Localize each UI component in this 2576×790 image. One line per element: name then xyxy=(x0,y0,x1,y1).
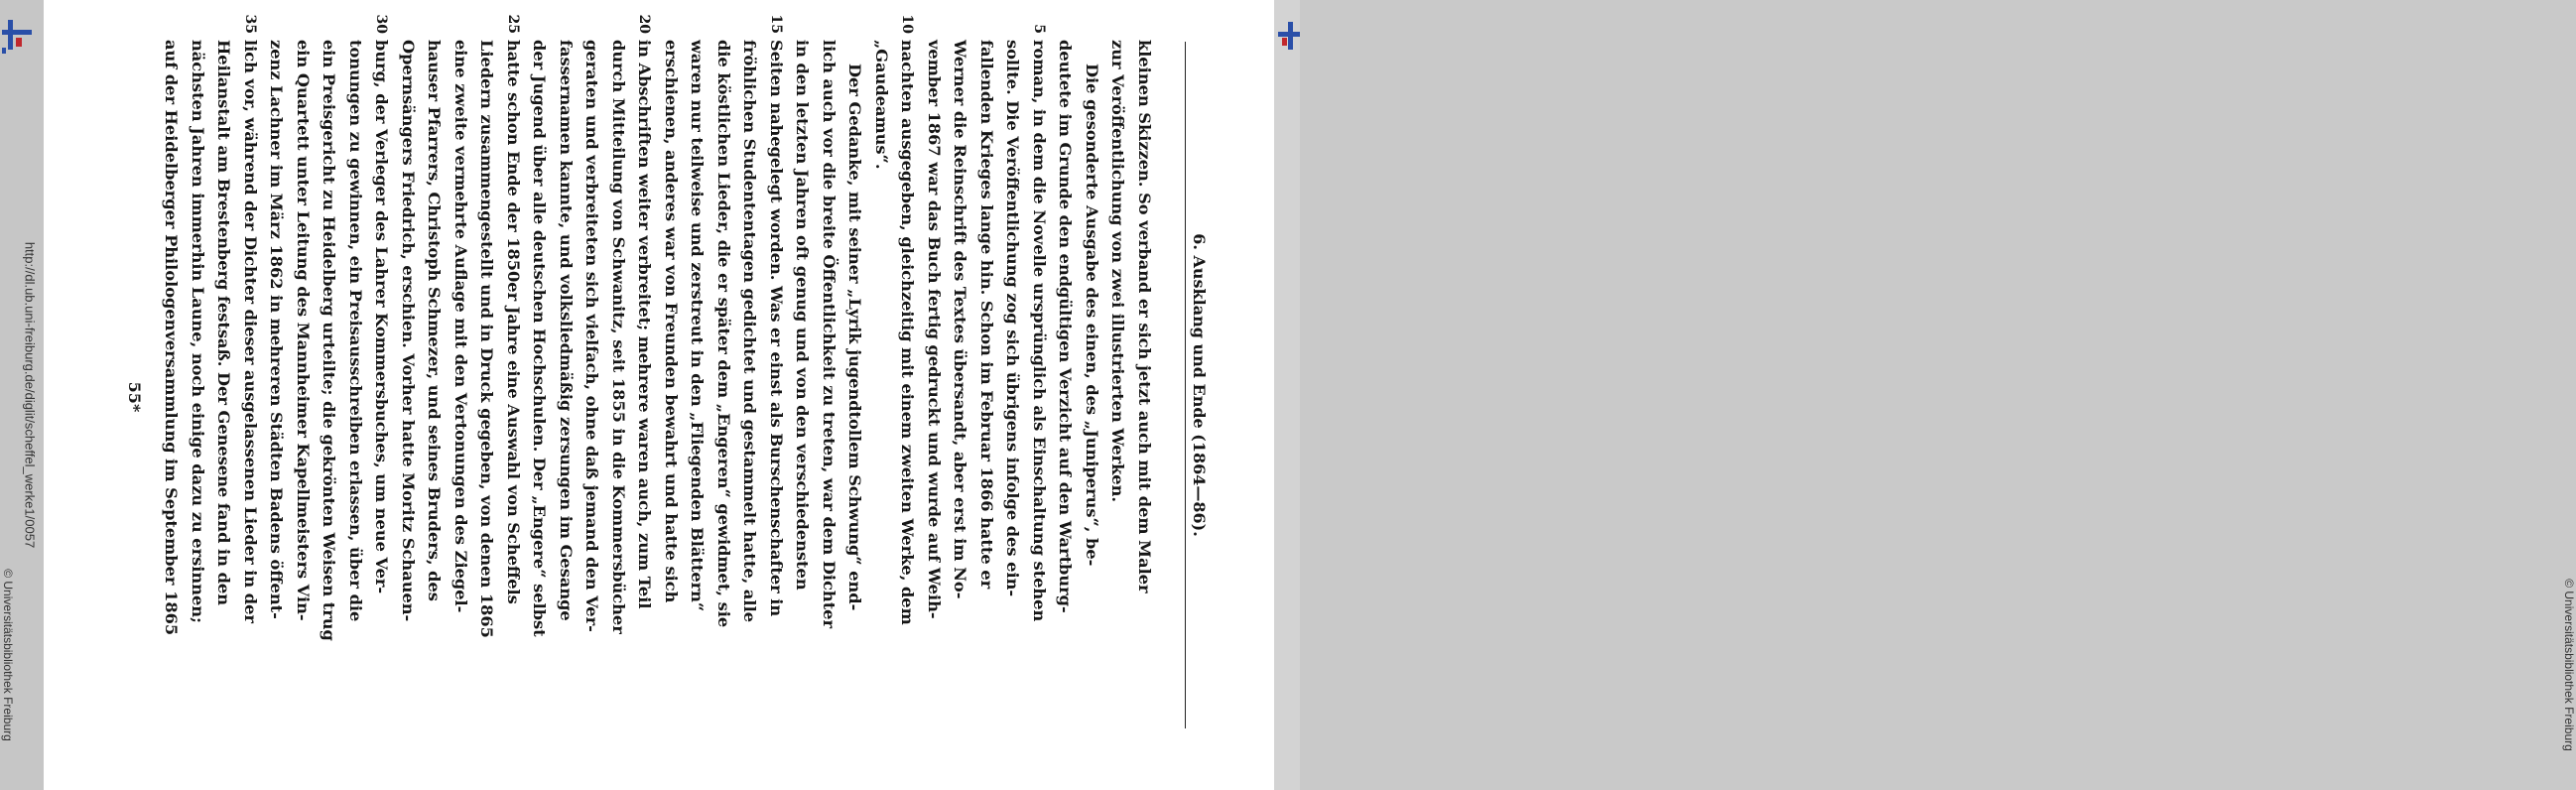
page-text-lines xyxy=(158,14,1157,734)
line-number: 5 xyxy=(1031,24,1047,34)
page-header: 6. Ausklang und Ende (1864—86). xyxy=(1185,42,1209,728)
text-line xyxy=(473,40,500,734)
text-line-content: ein Preisgericht zu Heidelberg urteilte; die gekrönten Weisen trug xyxy=(320,40,339,641)
text-line xyxy=(1131,40,1158,734)
text-line xyxy=(1104,40,1131,734)
text-line-content: nächsten Jahren immerhin Laune, noch einige dazu zu ersinnen; xyxy=(189,40,207,623)
text-line xyxy=(263,40,290,734)
text-line xyxy=(841,40,868,734)
text-line xyxy=(316,40,342,734)
text-line xyxy=(1079,40,1105,734)
text-line xyxy=(368,14,395,734)
text-line-content: eine zweite vermehrte Auflage mit den Vertonungen des Ziegel- xyxy=(451,40,470,613)
text-line-content: in den letzten Jahren oft genug und von den verschiedensten xyxy=(793,40,813,591)
text-line-content: „Gaudeamus“. xyxy=(872,40,891,170)
text-line xyxy=(973,40,1000,734)
text-line xyxy=(710,40,737,734)
text-line-content: hatte schon Ende der 1850er Jahre eine Auswahl von Scheffels xyxy=(504,40,523,604)
text-line-content: kleinen Skizzen. So verband er sich jetzt auch mit dem Maler xyxy=(1135,40,1154,593)
text-line-content: nachten ausgegeben, gleichzeitig mit einem zweiten Werke, dem xyxy=(898,40,918,625)
viewer-right-margin xyxy=(1274,0,2576,790)
text-line xyxy=(448,40,474,734)
text-line-content: lich vor, während der Dichter dieser ausgelassenen Lieder in der xyxy=(241,40,260,623)
text-line-content: fassernamen kannte, und volksliedmäßig zersungen im Gesange xyxy=(557,40,576,621)
text-line-content: die köstlichen Lieder, die er später dem „Engeren“ gewidmet, sie xyxy=(714,40,733,628)
line-number: 25 xyxy=(505,14,521,34)
text-line xyxy=(658,40,685,734)
viewer-left-margin xyxy=(0,0,44,790)
text-line-content: durch Mitteilung von Schwanitz, seit 1855 in die Kommersbücher xyxy=(609,40,628,634)
text-line xyxy=(185,40,211,734)
text-line xyxy=(816,40,842,734)
page-footer: 55* xyxy=(125,381,144,413)
text-line-content: Werner die Reinschrift des Textes übersandt, aber erst im No- xyxy=(951,40,970,599)
text-line-content: Seiten nahegelegt worden. Was er einst als Burschenschafter in xyxy=(767,40,786,617)
text-line-content: hauser Pfarrers, Christoph Schmezer, und seines Bruders, des xyxy=(425,40,445,601)
text-line-content: zur Veröffentlichung von zwei illustrierten Werken. xyxy=(1108,40,1128,502)
copyright-notice-left: © Universitätsbibliothek Freiburg xyxy=(1,569,15,741)
text-line xyxy=(421,40,448,734)
text-line xyxy=(579,40,605,734)
line-number: 20 xyxy=(636,14,653,34)
text-line xyxy=(1026,24,1053,734)
text-line xyxy=(526,40,553,734)
text-line xyxy=(684,40,710,734)
text-line-content: zenz Lachner im März 1862 in mehreren Städten Badens öffent- xyxy=(267,40,287,619)
text-line-content: Opernsängers Friedrich, erschien. Vorher hatte Moritz Schauen- xyxy=(399,40,418,622)
text-line-content: lich auch vor die breite Öffentlichkeit zu treten, war dem Dichter xyxy=(820,40,838,628)
text-line-content: fröhlichen Studententagen gedichtet und gestammelt hatte, alle xyxy=(740,40,760,623)
source-url[interactable]: http://dl.ub.uni-freiburg.de/diglit/scheffel_werke1/0057 xyxy=(22,241,38,549)
text-line-content: auf der Heidelberger Philologenversammlung im September 1865 xyxy=(162,40,182,636)
text-line-content: fallenden Krieges lange hin. Schon im Februar 1866 hatte er xyxy=(977,40,996,590)
text-line-content: waren nur teilweise und zerstreut in den „Fliegenden Blättern“ xyxy=(688,40,708,612)
text-line xyxy=(342,40,369,734)
text-line xyxy=(1052,40,1079,734)
text-line xyxy=(921,40,948,734)
text-line-content: Der Gedanke, mit seiner „Lyrik jugendtollem Schwung“ end- xyxy=(845,64,865,611)
text-line-content: geraten und verbreiteten sich vielfach, ohne daß jemand den Ver- xyxy=(582,40,602,632)
text-line xyxy=(237,14,264,734)
text-line-content: in Abschriften weiter verbreitet; mehrere waren auch, zum Teil xyxy=(635,40,655,609)
text-line-content: Liedern zusammengestellt und in Druck gegeben, von denen 1865 xyxy=(477,40,497,638)
rotated-page-content xyxy=(73,0,1244,790)
text-line xyxy=(894,14,921,734)
text-line-content: ein Quartett unter Leitung des Mannheimer Kapellmeisters Vin- xyxy=(294,40,313,621)
text-line-content: vember 1867 war das Buch fertig gedruckt und wurde auf Weih- xyxy=(925,40,944,619)
text-line xyxy=(736,40,763,734)
line-number: 35 xyxy=(242,14,258,34)
text-line xyxy=(763,14,790,734)
text-line xyxy=(290,40,317,734)
text-line-content: Heilanstalt am Brestenberg festsaß. Der Genesene fand in den xyxy=(214,40,234,605)
text-line xyxy=(631,14,658,734)
text-line-content: tonungen zu gewinnen, ein Preisausschreiben erlassen, über die xyxy=(346,40,365,622)
line-number: 30 xyxy=(373,14,390,34)
text-line xyxy=(605,40,632,734)
text-line xyxy=(158,40,185,734)
text-line xyxy=(553,40,580,734)
text-line xyxy=(999,40,1026,734)
text-line-content: sollte. Die Veröffentlichung zog sich übrigens infolge des ein- xyxy=(1003,40,1023,597)
text-line xyxy=(868,40,895,734)
line-number: 15 xyxy=(768,14,784,34)
text-line-content: burg, der Verleger des Lahrer Kommersbuches, um neue Ver- xyxy=(372,40,392,594)
text-line xyxy=(500,14,527,734)
text-line xyxy=(395,40,422,734)
scanned-page xyxy=(44,0,1274,790)
line-number: 10 xyxy=(899,14,916,34)
text-line-content: roman, in dem die Novelle ursprünglich als Einschaltung stehen xyxy=(1030,40,1049,622)
text-line xyxy=(789,40,816,734)
text-line-content: der Jugend über alle deutschen Hochschulen. Der „Engere“ selbst xyxy=(530,40,550,637)
library-logo-icon-right xyxy=(1278,14,1304,54)
copyright-notice-right: © Universitätsbibliothek Freiburg xyxy=(2562,579,2576,751)
text-line-content: Die gesonderte Ausgabe des einen, des „Juniperus“, be- xyxy=(1083,64,1101,567)
text-line-content: deutete im Grunde den endgültigen Verzicht auf den Wartburg- xyxy=(1056,40,1076,613)
text-line xyxy=(947,40,973,734)
text-line xyxy=(210,40,237,734)
text-line-content: erschienen, anderes war von Freunden bewahrt und hatte sich xyxy=(662,40,681,603)
library-logo-icon xyxy=(0,8,36,64)
